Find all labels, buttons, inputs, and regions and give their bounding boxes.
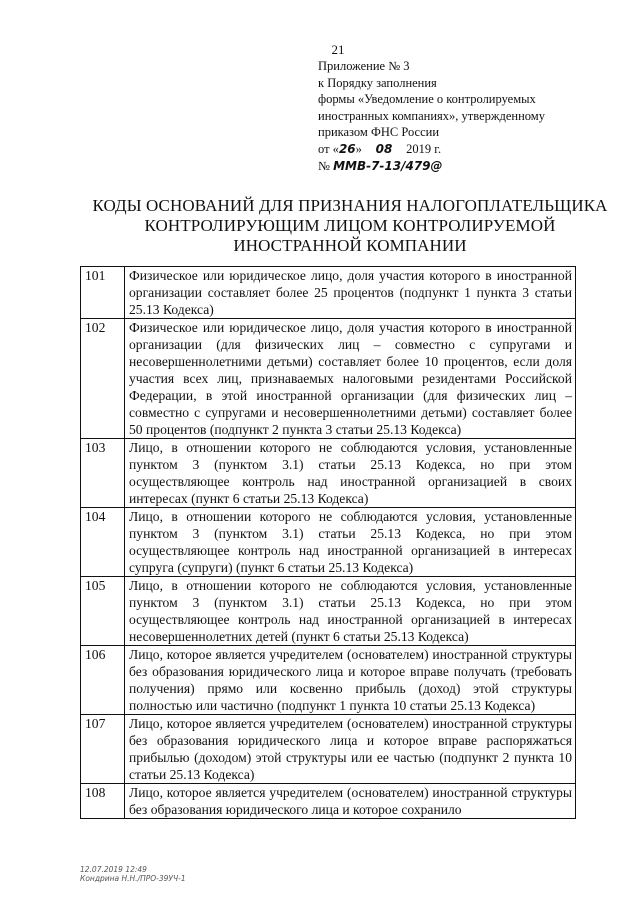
table-row — [81, 439, 576, 508]
order-number — [318, 158, 618, 175]
description-cell: Физическое или юридическое лицо, доля участия которого в иностранной организации (для физических лиц – совместно с супругами и несовершеннолетними детьми) составляет более 10 процентов, если доля участия всех лиц, признаваемых налоговыми резидентами Российской Федерации, в этой иностранной организации (для физических лиц – совместно с супругами и несовершеннолетними детьми) составляет более 50 процентов (подпункт 2 пункта 3 статьи 25.13 Кодекса) — [125, 319, 576, 439]
footer-timestamp: 12.07.2019 12:49 — [80, 865, 147, 874]
date-month: 08 — [375, 141, 393, 156]
description-cell: Лицо, в отношении которого не соблюдаются условия, установленные пунктом 3 (пунктом 3.1) статьи 25.13 Кодекса, но при этом осуществляющее контроль над иностранной организацией в своих интересах (пункт 6 статьи 25.13 Кодекса) — [125, 439, 576, 508]
code-cell: 101 — [81, 267, 125, 319]
code-cell: 104 — [81, 508, 125, 577]
code-cell: 105 — [81, 577, 125, 646]
footer-author: Кондрина Н.Н./ПРО-39УЧ-1 — [80, 874, 186, 883]
code-cell: 103 — [81, 439, 125, 508]
code-cell: 106 — [81, 646, 125, 715]
number-value: ММВ-7-13/479@ — [333, 158, 443, 173]
description-cell: Физическое или юридическое лицо, доля участия которого в иностранной организации составляет более 25 процентов (подпункт 1 пункта 3 статьи 25.13 Кодекса) — [125, 267, 576, 319]
description-cell: Лицо, которое является учредителем (основателем) иностранной структуры без образования юридического лица и которое сохранило — [125, 784, 576, 819]
description-cell: Лицо, которое является учредителем (основателем) иностранной структуры без образования юридического лица и которое вправе получать (требовать получения) прямо или косвенно прибыль (доход) этой структуры полностью или частично (подпункт 1 пункта 10 статьи 25.13 Кодекса) — [125, 646, 576, 715]
appendix-header — [318, 58, 618, 174]
appendix-line-2: к Порядку заполнения — [318, 75, 437, 90]
table-row — [81, 646, 576, 715]
table-row — [81, 319, 576, 439]
appendix-line-5: приказом ФНС России — [318, 125, 440, 140]
table-row — [81, 508, 576, 577]
document-title — [60, 196, 640, 256]
appendix-line-1: Приложение № 3 — [318, 59, 410, 73]
description-cell: Лицо, в отношении которого не соблюдаются условия, установленные пунктом 3 (пунктом 3.1) статьи 25.13 Кодекса, но при этом осуществляющее контроль над иностранной организацией в интересах супруга (супруги) (пункт 6 статьи 25.13 Кодекса) — [125, 508, 576, 577]
table-row — [81, 715, 576, 784]
code-cell: 107 — [81, 715, 125, 784]
description-cell: Лицо, которое является учредителем (основателем) иностранной структуры без образования юридического лица и которое вправе распоряжаться прибылью (доходом) этой структуры или ее частью (подпункт 2 пункта 10 статьи 25.13 Кодекса) — [125, 715, 576, 784]
appendix-line-3: формы «Уведомление о контролируемых — [318, 92, 536, 107]
order-date — [318, 141, 618, 158]
title-line-3: ИНОСТРАННОЙ КОМПАНИИ — [233, 236, 467, 255]
scan-footer — [80, 865, 186, 883]
date-mid: » — [355, 141, 362, 156]
date-prefix: от « — [318, 141, 339, 156]
title-line-2: КОНТРОЛИРУЮЩИМ ЛИЦОМ КОНТРОЛИРУЕМОЙ — [144, 216, 556, 235]
description-cell: Лицо, в отношении которого не соблюдаются условия, установленные пунктом 3 (пунктом 3.1) статьи 25.13 Кодекса, но при этом осуществляющее контроль над иностранной организацией в интересах несовершеннолетних детей (пункт 6 статьи 25.13 Кодекса) — [125, 577, 576, 646]
code-cell: 108 — [81, 784, 125, 819]
title-line-1: КОДЫ ОСНОВАНИЙ ДЛЯ ПРИЗНАНИЯ НАЛОГОПЛАТЕЛЬЩИКА — [92, 196, 608, 215]
date-day: 26 — [338, 141, 356, 156]
number-prefix: № — [318, 158, 330, 173]
code-cell: 102 — [81, 319, 125, 439]
appendix-line-4: иностранных компаниях», утвержденному — [318, 108, 545, 123]
table-row — [81, 784, 576, 819]
table-row — [81, 267, 576, 319]
page-number: 21 — [331, 42, 345, 57]
codes-table — [80, 266, 576, 819]
date-year: 2019 г. — [406, 141, 442, 156]
table-row — [81, 577, 576, 646]
